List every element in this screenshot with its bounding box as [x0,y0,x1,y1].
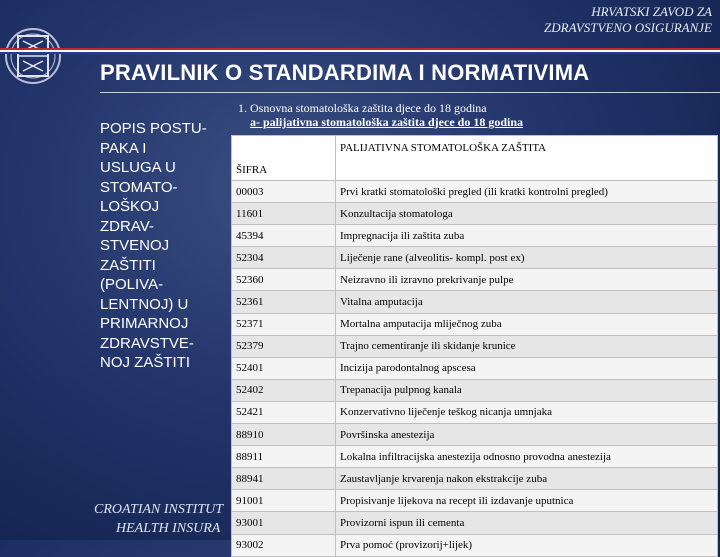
table-row [232,335,718,357]
left-line: ZDRAV- [100,217,154,235]
row-description: Lokalna infiltracijska anestezija odnosno provodna anestezija [336,446,718,468]
left-description [100,119,225,373]
left-line: ZDRAVSTVE- [100,334,194,352]
table-row [232,269,718,291]
institution-line2: ZDRAVSTVENO OSIGURANJE [544,20,712,35]
left-line: PRIMARNOJ [100,315,189,332]
row-code: 52401 [232,357,336,379]
table-row [232,446,718,468]
table-row [232,225,718,247]
row-code: 11601 [232,203,336,225]
services-table [231,135,718,557]
row-code: 93001 [232,512,336,534]
table-row [232,401,718,423]
left-line: NOJ ZAŠTITI [100,354,190,371]
table-row [232,512,718,534]
table-row [232,490,718,512]
row-description: Trajno cementiranje ili skidanje krunice [336,335,718,357]
row-description: Prva pomoć (provizorij+lijek) [336,534,718,556]
stripe-blue-top [0,52,720,54]
row-description: Trepanacija pulpnog kanala [336,379,718,401]
section-subtitle [238,101,523,129]
table-row [232,181,718,203]
table-row [232,424,718,446]
footer-line2: HEALTH INSURA [116,521,221,536]
footer-line1: CROATIAN INSTITUT [94,502,224,517]
row-description: Neizravno ili izravno prekrivanje pulpe [336,269,718,291]
row-code: 52379 [232,335,336,357]
title-divider [100,92,720,93]
row-code: 88911 [232,446,336,468]
row-description: Provizorni ispun ili cementa [336,512,718,534]
table-row [232,203,718,225]
left-line: LENTNOJ) U [100,295,189,313]
left-line: USLUGA U [100,159,176,176]
row-code: 52402 [232,379,336,401]
table-row [232,468,718,490]
row-description: Liječenje rane (alveolitis- kompl. post ex) [336,247,718,269]
left-line: POPIS POSTU- [100,120,207,137]
left-line: LOŠKOJ [100,198,160,215]
row-code: 88910 [232,424,336,446]
row-code: 52360 [232,269,336,291]
row-code: 88941 [232,468,336,490]
row-code: 52371 [232,313,336,335]
subtitle-line1: 1. Osnovna stomatološka zaštita djece do 18 godina [238,101,487,115]
subtitle-line2: a- palijativna stomatološka zaštita djece do 18 godina [250,115,523,129]
row-description: Propisivanje lijekova na recept ili izdavanje uputnica [336,490,718,512]
row-description: Konzervativno liječenje teškog nicanja umnjaka [336,401,718,423]
left-line: STVENOJ [100,237,170,254]
row-description: Vitalna amputacija [336,291,718,313]
header-code: ŠIFRA [232,136,336,181]
row-code: 91001 [232,490,336,512]
table-row [232,247,718,269]
row-code: 00003 [232,181,336,203]
header-description: PALIJATIVNA STOMATOLOŠKA ZAŠTITA [336,136,718,181]
institution-line1: HRVATSKI ZAVOD ZA [591,4,712,19]
table-row [232,291,718,313]
row-code: 52304 [232,247,336,269]
left-line: STOMATO- [100,178,178,196]
row-description: Incizija parodontalnog apscesa [336,357,718,379]
left-line: PAKA I [100,139,147,157]
row-code: 93002 [232,534,336,556]
row-description: Konzultacija stomatologa [336,203,718,225]
left-line: ZAŠTITI [100,256,156,274]
hzzo-logo-icon [4,14,62,98]
row-description: Prvi kratki stomatološki pregled (ili kratki kontrolni pregled) [336,181,718,203]
footer-institution [94,500,223,538]
table-row [232,313,718,335]
row-description: Mortalna amputacija mliječnog zuba [336,313,718,335]
row-code: 52361 [232,291,336,313]
left-line: (POLIVA- [100,276,164,293]
row-description: Površinska anestezija [336,424,718,446]
institution-header [544,4,712,36]
row-code: 52421 [232,401,336,423]
page-title: PRAVILNIK O STANDARDIMA I NORMATIVIMA [100,60,590,85]
row-description: Zaustavljanje krvarenja nakon ekstrakcije zuba [336,468,718,490]
table-row [232,379,718,401]
table-row [232,357,718,379]
table-row [232,534,718,556]
row-code: 45394 [232,225,336,247]
table-header-row [232,136,718,181]
row-description: Impregnacija ili zaštita zuba [336,225,718,247]
